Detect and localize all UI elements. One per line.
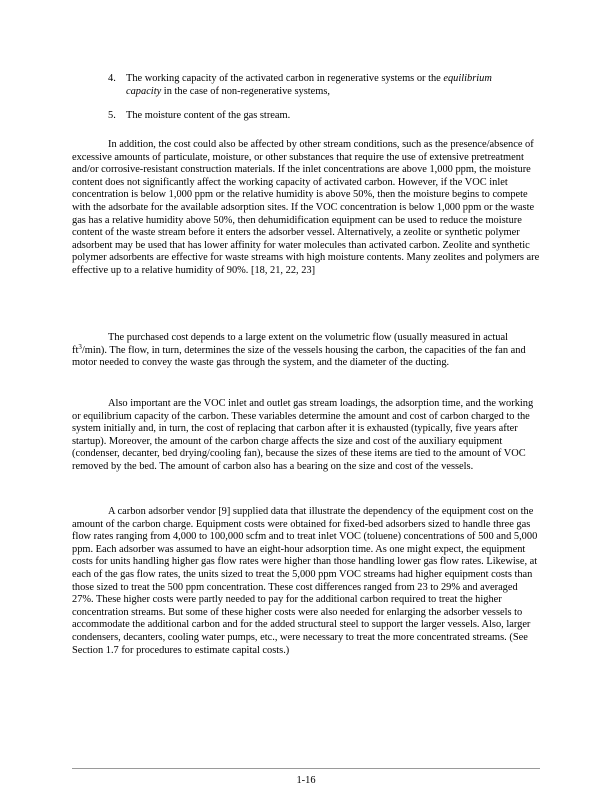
paragraph-purchased-cost: The purchased cost depends to a large extent on the volumetric flow (usually measured in actual $ft^3/\min$). The flow, in turn, determines the size of the vessels housing the carbon, the capacities of the fan and motor needed to convey the waste gas through the system, and the diameter of the ducting. bbox=[72, 332, 526, 369]
page-number: 1-16 bbox=[296, 775, 316, 786]
list-item-text: The working capacity of the activated carbon in regenerative systems or the equilibrium capacity in the case of non-regenerative systems, bbox=[126, 73, 492, 97]
list-item bbox=[108, 110, 498, 123]
italic-term: equilibrium capacity bbox=[126, 73, 492, 97]
list-item-text: The moisture content of the gas stream. bbox=[126, 110, 291, 122]
paragraph-stream-conditions: In addition, the cost could also be affected by other stream conditions, such as the presence/absence of excessive amounts of particulate, moisture, or other substances that require the use of extensive pretreatment and/or corrosive-resistant construction materials. If the inlet concentrations are above 1,000 ppm, the moisture content does not significantly affect the working capacity of activated carbon. However, if the VOC inlet concentration is below 1,000 ppm or the relative humidity is above 50%, then the moisture begins to compete with the adsorbate for the available adsorption sites. If the VOC concentration is below 1,000 ppm or the waste gas has a relative humidity above 50%, then dehumidification equipment can be used to reduce the moisture content of the waste stream before it enters the adsorber vessel. Alternatively, a zeolite or synthetic polymer adsorbent may be used that has lower affinity for water molecules than activated carbon. Zeolite and synthetic polymer adsorbents are effective for waste streams with high moisture contents. Many zeolites and polymers are effective up to a relative humidity of 90%. [18, 21, 22, 23] bbox=[72, 139, 540, 276]
footer-divider bbox=[72, 768, 540, 769]
list-item-number: 4. bbox=[108, 73, 116, 84]
paragraph-vendor-data: A carbon adsorber vendor [9] supplied data that illustrate the dependency of the equipment cost on the amount of the carbon charge. Equipment costs were obtained for fixed-bed adsorbers sized to handle three gas flow rates ranging from 4,000 to 100,000 scfm and to treat inlet VOC (toluene) concentrations of 500 and 5,000 ppm. Each adsorber was assumed to have an eight-hour adsorption time. As one might expect, the equipment costs for units handling higher gas flow rates were higher than those handling lower gas flow rates. Likewise, at each of the gas flow rates, the units sized to treat the 5,000 ppm VOC streams had higher equipment costs than those sized to treat the 500 ppm concentration. These cost differences ranged from 23 to 29% and averaged 27%. These higher costs were partly needed to pay for the additional carbon required to treat the higher concentration streams. But some of these higher costs were also needed for enlarging the adsorber vessels to accommodate the additional carbon and for the added structural steel to support the larger vessels. Also, larger condensers, decanters, cooling water pumps, etc., were necessary to treat the more concentrated streams. (See Section 1.7 for procedures to estimate capital costs.) bbox=[72, 506, 538, 656]
numbered-list bbox=[108, 73, 498, 123]
superscript: 3 bbox=[78, 342, 82, 351]
list-item bbox=[108, 73, 498, 98]
paragraph-voc-loadings: Also important are the VOC inlet and outlet gas stream loadings, the adsorption time, and the working or equilibrium capacity of the carbon. These variables determine the amount and cost of carbon charged to the system initially and, in turn, the cost of replacing that carbon after it is exhausted (typically, five years after startup). Moreover, the amount of the carbon charge affects the size and cost of the auxiliary equipment (condenser, decanter, bed drying/cooling fan), because the sizes of these items are tied to the amount of VOC removed by the bed. The amount of carbon also has a bearing on the size and cost of the vessels. bbox=[72, 398, 534, 472]
list-item-number: 5. bbox=[108, 110, 116, 122]
